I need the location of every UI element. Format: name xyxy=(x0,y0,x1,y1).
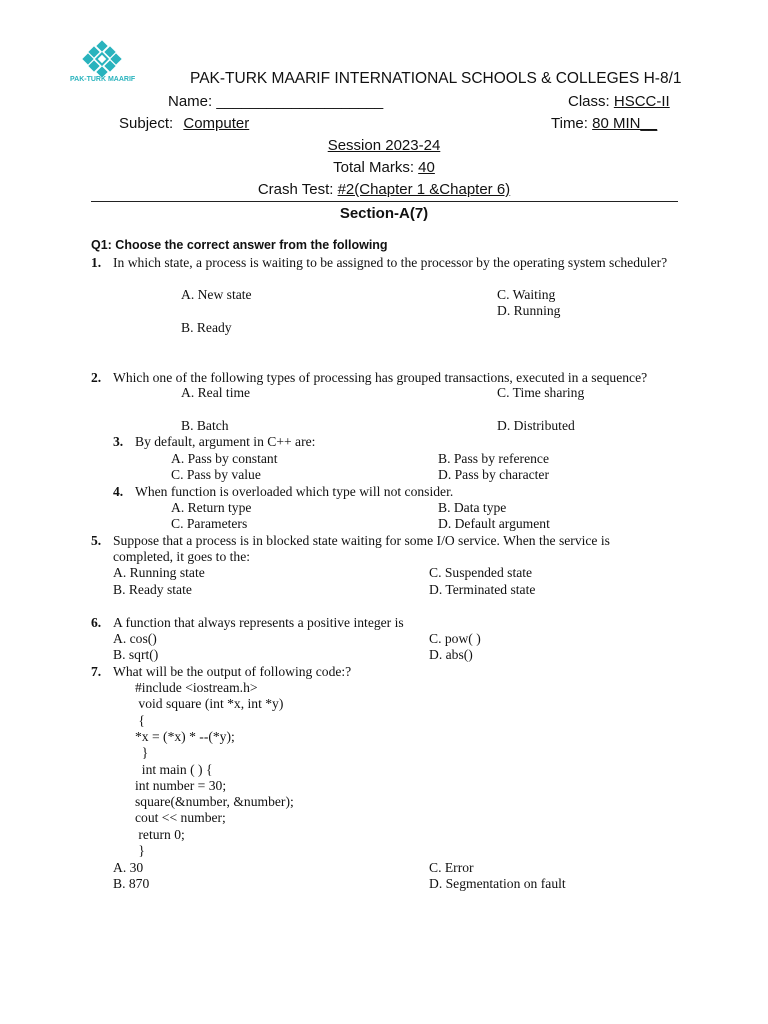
q5-option-b: B. Ready state xyxy=(113,582,192,597)
session: Session 2023-24 xyxy=(327,137,441,154)
q7-code-line: void square (int *x, int *y) xyxy=(135,696,284,711)
q1-text: In which state, a process is waiting to be assigned to the processor by the operating system scheduler? xyxy=(113,255,668,270)
q7-code-line: int main ( ) { xyxy=(135,762,213,777)
q3-option-a: A. Pass by constant xyxy=(171,451,278,466)
q2-option-d: D. Distributed xyxy=(497,418,575,433)
q5-option-d: D. Terminated state xyxy=(429,582,536,597)
q1-number: 1. xyxy=(91,255,102,270)
q7-code-line: } xyxy=(135,843,145,858)
q4-option-d: D. Default argument xyxy=(438,516,550,531)
section-title: Section-A(7) xyxy=(339,205,429,222)
time-label: Time: xyxy=(551,115,588,132)
q5-number: 5. xyxy=(91,533,102,548)
q7-code-line: return 0; xyxy=(135,827,185,842)
crash-test-value: #2(Chapter 1 &Chapter 6) xyxy=(337,181,511,198)
logo-emblem-icon xyxy=(68,40,140,92)
q1-option-d: D. Running xyxy=(497,303,561,318)
q4-text: When function is overloaded which type will not consider. xyxy=(135,484,454,499)
q6-option-c: C. pow( ) xyxy=(429,631,481,646)
q7-code-line: int number = 30; xyxy=(135,778,227,793)
class-label: Class: xyxy=(568,93,610,110)
q7-number: 7. xyxy=(91,664,102,679)
q2-option-c: C. Time sharing xyxy=(497,385,585,400)
q4-option-c: C. Parameters xyxy=(171,516,248,531)
q1-title: Q1: Choose the correct answer from the following xyxy=(91,238,388,252)
q7-code-line: *x = (*x) * --(*y); xyxy=(135,729,235,744)
q2-number: 2. xyxy=(91,370,102,385)
q2-option-a: A. Real time xyxy=(181,385,251,400)
q7-code-line: } xyxy=(135,745,149,760)
time-value: 80 MIN__ xyxy=(592,115,658,132)
school-name: PAK-TURK MAARIF INTERNATIONAL SCHOOLS & COLLEGES H-8/1 xyxy=(190,70,682,87)
name-field xyxy=(168,93,383,110)
q7-text: What will be the output of following code:? xyxy=(113,664,352,679)
q5-text-line2: completed, it goes to the: xyxy=(113,549,251,564)
q4-number: 4. xyxy=(113,484,124,499)
q3-number: 3. xyxy=(113,434,124,449)
q6-option-d: D. abs() xyxy=(429,647,473,662)
q1-option-c: C. Waiting xyxy=(497,287,556,302)
name-label: Name: xyxy=(168,93,213,110)
q7-code-line: #include <iostream.h> xyxy=(135,680,258,695)
q5-option-c: C. Suspended state xyxy=(429,565,533,580)
crash-test xyxy=(0,181,768,198)
crash-test-label: Crash Test: xyxy=(257,181,334,198)
q6-text: A function that always represents a positive integer is xyxy=(113,615,404,630)
q3-option-b: B. Pass by reference xyxy=(438,451,549,466)
q4-option-a: A. Return type xyxy=(171,500,252,515)
q1-option-a: A. New state xyxy=(181,287,252,302)
school-logo xyxy=(68,40,140,92)
q3-option-c: C. Pass by value xyxy=(171,467,261,482)
q7-option-c: C. Error xyxy=(429,860,474,875)
q4-option-b: B. Data type xyxy=(438,500,507,515)
q7-code-line: { xyxy=(135,713,145,728)
q6-number: 6. xyxy=(91,615,102,630)
total-marks xyxy=(0,159,768,176)
subject-field xyxy=(119,115,249,132)
q7-code-line: cout << number; xyxy=(135,810,226,825)
class-field xyxy=(568,93,670,110)
logo-text: PAK-TURK MAARIF xyxy=(70,76,136,83)
q7-option-b: B. 870 xyxy=(113,876,150,891)
total-marks-value: 40 xyxy=(418,159,435,176)
subject-label: Subject: xyxy=(119,115,174,132)
q7-code-line: square(&number, &number); xyxy=(135,794,294,809)
q2-text: Which one of the following types of processing has grouped transactions, executed in a sequence? xyxy=(113,370,648,385)
total-marks-label: Total Marks: xyxy=(333,159,414,176)
q2-option-b: B. Batch xyxy=(181,418,229,433)
q7-option-d: D. Segmentation on fault xyxy=(429,876,566,891)
header-divider xyxy=(91,201,678,202)
q3-option-d: D. Pass by character xyxy=(438,467,549,482)
q5-option-a: A. Running state xyxy=(113,565,205,580)
subject-value: Computer xyxy=(183,115,250,132)
q5-text: Suppose that a process is in blocked state waiting for some I/O service. When the service is xyxy=(113,533,610,548)
class-value: HSCC-II xyxy=(613,93,670,110)
q1-option-b: B. Ready xyxy=(181,320,232,335)
q7-option-a: A. 30 xyxy=(113,860,144,875)
name-blank: ____________________ xyxy=(216,93,384,110)
q6-option-b: B. sqrt() xyxy=(113,647,159,662)
time-field xyxy=(551,115,657,132)
q3-text: By default, argument in C++ are: xyxy=(135,434,316,449)
q6-option-a: A. cos() xyxy=(113,631,157,646)
